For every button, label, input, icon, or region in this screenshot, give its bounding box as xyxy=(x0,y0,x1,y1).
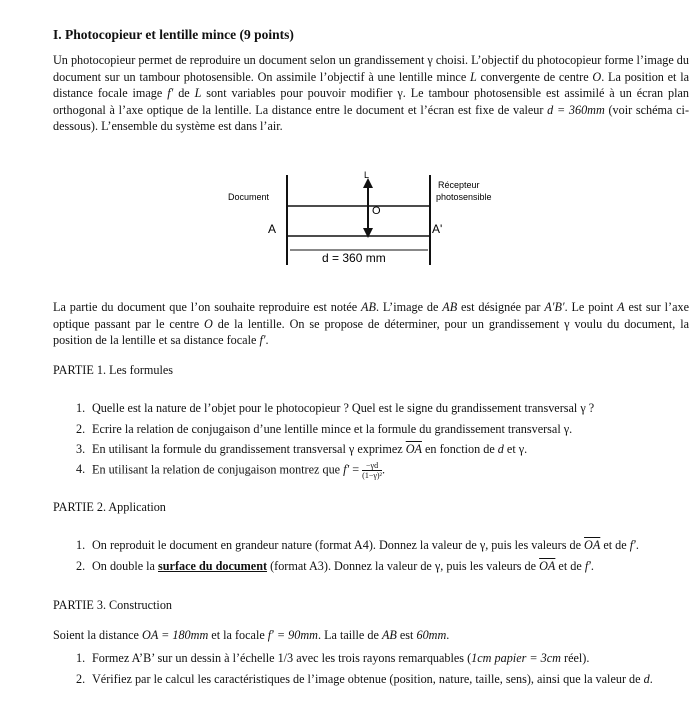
part1-question-2: 2. Ecrire la relation de conjugaison d’une lentille mince et la formule du grandissement transversal γ. xyxy=(76,422,573,436)
part2-heading: PARTIE 2. Application xyxy=(53,500,166,514)
part3-intro: Soient la distance OA = 180mm et la focale f′ = 90mm. La taille de AB est 60mm. xyxy=(53,628,450,642)
label-distance: d = 360 mm xyxy=(322,251,386,265)
fraction: $\frac{-\gamma d}{\text{(1−γ)²}}$ xyxy=(362,461,382,480)
part1-question-4: 4. En utilisant la relation de conjugaison montrez que f′ = $\frac{-\gamma d}{\text{(1−γ)²}}$ . xyxy=(76,461,385,480)
part3-heading: PARTIE 3. Construction xyxy=(53,598,173,612)
part1-heading: PARTIE 1. Les formules xyxy=(53,363,174,377)
label-receiver-2: photosensible xyxy=(436,192,492,202)
problem-paragraph: La partie du document que l’on souhaite reproduire est notée AB. L’image de AB est désignée par A′B′. Le point A est sur l’axe optique passant par le centre O de la lentille. On se propose de déterminer, pour un grandissement γ voulu du document, la position de la lentille et sa distance focale f′. xyxy=(53,300,689,347)
part3-question-2: 2. Vérifiez par le calcul les caractéristiques de l’image obtenue (position, nature, taille, sens), ainsi que la valeur de d. xyxy=(76,672,653,686)
section-title: I. Photocopieur et lentille mince (9 points) xyxy=(53,27,294,42)
label-lens: L xyxy=(364,170,370,180)
part1-question-1: 1. Quelle est la nature de l’objet pour le photocopieur ? Quel est le signe du grandissement transversal γ ? xyxy=(76,401,595,415)
part2-question-2: 2. On double la surface du document (format A3). Donnez la valeur de γ, puis les valeurs de $\overline{OA}$ et de f′. xyxy=(76,559,594,573)
label-point-a: A xyxy=(268,222,277,236)
label-receiver-1: Récepteur xyxy=(438,180,480,190)
part3-question-1: 1. Formez A’B’ sur un dessin à l’échelle 1/3 avec les trois rayons remarquables (1cm papier = 3cm réel). xyxy=(76,651,590,665)
label-point-a-prime: A' xyxy=(432,222,443,236)
label-center-o: O xyxy=(372,205,381,217)
part1-question-3: 3. En utilisant la formule du grandissement transversal γ exprimez $\overline{OA}$ en fonction de d et γ. xyxy=(76,442,528,456)
intro-paragraph: Un photocopieur permet de reproduire un document selon un grandissement γ choisi. L’objectif du photocopieur forme l’image du document sur un tambour photosensible. On assimile l’objectif à une lentille mince L convergente de centre O. La position et la distance focale image f′ de L sont variables pour pouvoir modifier γ. Le tambour photosensible est assimilé à un écran plan orthogonal à l’axe optique de la lentille. La distance entre le document et l’écran est fixe de valeur d = 360mm (voir schéma ci-dessous). L’ensemble du système est dans l’air. xyxy=(53,53,690,133)
part2-question-1: 1. On reproduit le document en grandeur nature (format A4). Donnez la valeur de γ, puis les valeurs de $\overline{OA}$ et de f′. xyxy=(76,538,639,552)
optical-diagram xyxy=(0,170,700,270)
label-document: Document xyxy=(228,192,270,202)
